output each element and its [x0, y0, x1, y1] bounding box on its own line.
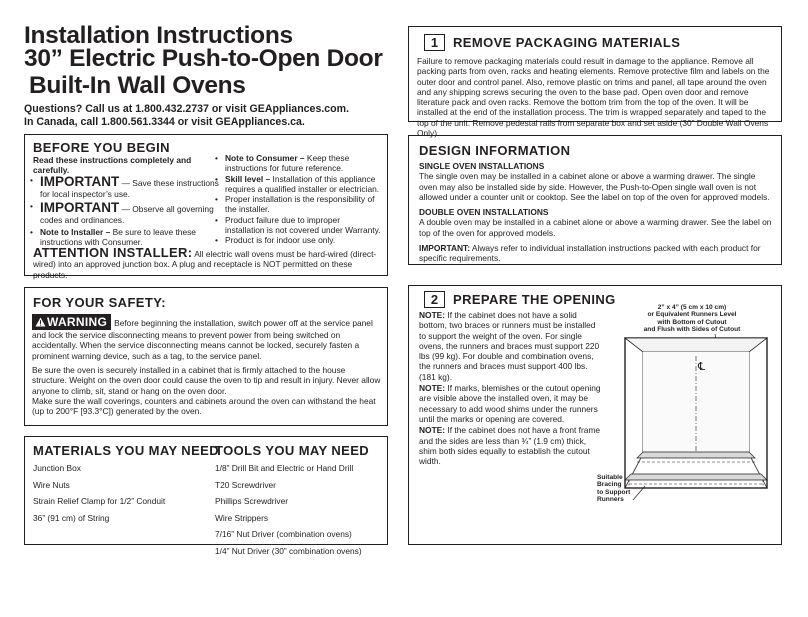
safety-para-3: Make sure the wall coverings, counters and cabinets around the oven can withstand the heat (up to 200°F [93.3°C]) generated by the oven.: [32, 396, 376, 417]
materials-heading: MATERIALS YOU MAY NEED: [33, 443, 220, 458]
list-item: • Note to Installer – Be sure to leave these instructions with Consumer.: [30, 227, 220, 248]
materials-list: [33, 463, 213, 529]
cabinet-right-floor-edge: [749, 454, 767, 488]
before-you-begin-left-list: [30, 175, 220, 247]
list-item: T20 Screwdriver: [215, 479, 276, 490]
list-item: 36” (91 cm) of String: [33, 512, 110, 523]
safety-para-2: Be sure the oven is securely installed in a cabinet that is firmly attached to the house structure. Weight on the oven door could cause the oven to tip and result in injury. Never allow anyone to climb, sit, stand or hang on the oven door.: [32, 365, 381, 396]
step-1-header: [424, 34, 680, 52]
warning-triangle-icon: [35, 317, 46, 327]
list-item: • IMPORTANT — Observe all governing codes and ordinances.: [30, 201, 220, 225]
list-item: • Product is for indoor use only.: [215, 235, 381, 245]
materials-tools-box: [24, 436, 388, 556]
bracing-callout: Suitable Bracing to Support Runners: [597, 474, 631, 504]
contact-canada: In Canada, call 1.800.561.3344 or visit GEAppliances.ca.: [24, 116, 305, 128]
single-oven-text: The single oven may be installed in a cabinet alone or above a warming drawer. The single oven may also be installed side by side. However, the Push-to-Open single wall oven is not allowed under a counter unit or cooktop. See the label on top of the oven for approved models.: [419, 171, 770, 202]
list-item: 1/8” Drill Bit and Electric or Hand Drill: [215, 463, 354, 473]
page-subtitle-line-2: Built-In Wall Ovens: [29, 72, 246, 99]
list-item: Junction Box: [33, 463, 81, 473]
step-1-box: [408, 26, 782, 139]
step-2-note-1: NOTE: If the cabinet does not have a solid bottom, two braces or runners must be installed to support the weight of the oven. For single ovens, the runners and braces must support 220 lbs (99 kg). For double and combination ovens, the runners and braces must support 400 lbs. (181 kg).: [419, 310, 600, 382]
step-2-number: 2: [424, 291, 445, 308]
safety-box: [24, 287, 388, 426]
contact-us: Questions? Call us at 1.800.432.2737 or visit GEAppliances.com.: [24, 103, 350, 115]
list-item: • IMPORTANT — Save these instructions for local inspector’s use.: [30, 175, 220, 199]
list-item: Wire Strippers: [215, 512, 269, 523]
single-oven-heading: SINGLE OVEN INSTALLATIONS: [419, 161, 545, 171]
list-item: 7/16” Nut Driver (combination ovens): [215, 529, 352, 540]
step-2-heading: PREPARE THE OPENING: [453, 292, 616, 307]
before-you-begin-intro: Read these instructions completely and carefully.: [33, 155, 192, 176]
design-info-heading: DESIGN INFORMATION: [419, 143, 571, 158]
list-item: • Note to Consumer – Keep these instructions for future reference.: [215, 153, 381, 174]
list-item: Wire Nuts: [33, 479, 70, 490]
runner-callout: 2” x 4” (5 cm x 10 cm) or Equivalent Runners Level with Bottom of Cutout and Flush with Sides of Cutout: [643, 304, 741, 334]
center-line-symbol: ℄: [698, 360, 706, 373]
step-1-heading: REMOVE PACKAGING MATERIALS: [453, 35, 681, 50]
double-oven-heading: DOUBLE OVEN INSTALLATIONS: [419, 207, 549, 218]
list-item: Phillips Screwdriver: [215, 496, 289, 507]
list-item: • Proper installation is the responsibility of the installer.: [215, 194, 381, 215]
tools-list: [215, 463, 385, 563]
step-1-number: 1: [424, 34, 445, 51]
before-you-begin-right-list: [215, 153, 381, 246]
page-title: Installation Instructions: [24, 22, 293, 49]
design-info-body: [419, 161, 775, 264]
list-item: Strain Relief Clamp for 1/2” Conduit: [33, 496, 166, 507]
cabinet-runner-illustration: [597, 304, 779, 518]
safety-warning: WARNING Before beginning the installation, switch power off at the service panel and lock the service disconnecting means to prevent power from being switched on accidentally. When the service disconnecting means cannot be locked, securely fasten a prominent warning device, such as a tag, to the service panel.: [32, 315, 373, 361]
list-item: 1/4” Nut Driver (30” combination ovens): [215, 545, 362, 556]
design-info-box: [408, 135, 782, 265]
warning-badge: WARNING: [32, 314, 111, 330]
step-2-note-2: NOTE: If marks, blemishes or the cutout opening are visible above the installed oven, it may be necessary to add wood shims under the runners until the marks or opening are covered.: [419, 383, 601, 424]
important-note: IMPORTANT: Always refer to individual installation instructions packed with each product for specific requirements.: [419, 243, 761, 264]
attention-installer: ATTENTION INSTALLER: All electric wall ovens must be hard-wired (direct-wired) into an approved junction box. A plug and receptacle is NOT permitted on these products.: [33, 245, 377, 280]
tools-heading: TOOLS YOU MAY NEED: [215, 443, 370, 458]
safety-heading: FOR YOUR SAFETY:: [33, 295, 167, 310]
back-runner: [637, 452, 755, 458]
step-1-text: Failure to remove packaging materials could result in damage to the appliance. Remove all packing parts from oven, racks and heating elements. Remove protective film and labels on the outer door and control panel. Also, remove plastic on trims and panel, all tape around the oven and any shipping screws securing the oven to the base pad. Open oven door and remove literature pack and oven racks. Remove the bottom trim from the top of the oven. It will be installed at the end of the installation process. The trim is wrapped separately and taped to the top of the unit. Remove pedestal rails from separate box and set aside (30” Double Wall Ovens Only).: [417, 56, 770, 139]
list-item: • Skill level – Installation of this appliance requires a qualified installer or electrician.: [215, 174, 381, 195]
cabinet-top-panel: [625, 338, 767, 352]
before-you-begin-heading: BEFORE YOU BEGIN: [33, 140, 170, 155]
page-subtitle-line-1: 30” Electric Push-to-Open Door: [24, 45, 383, 72]
before-you-begin-box: [24, 134, 388, 280]
list-item: • Product failure due to improper installation is not covered under Warranty.: [215, 215, 381, 236]
step-2-box: [408, 285, 782, 545]
step-2-notes: [419, 310, 603, 466]
step-2-note-3: NOTE: If the cabinet does not have a front frame and the sides are less than ¾” (1.9 cm) thick, shim both sides equally to establish the cutout width.: [419, 425, 601, 467]
double-oven-text: A double oven may be installed in a cabinet alone or above a warming drawer. See the label on top of the oven for approved models.: [419, 217, 772, 238]
step-2-header: [424, 291, 616, 309]
